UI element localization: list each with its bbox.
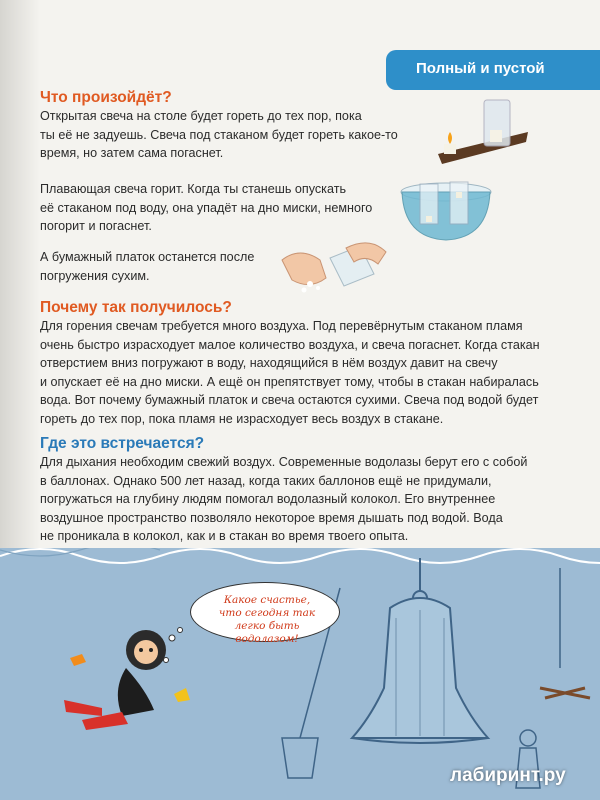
candles-on-board-illustration (430, 92, 530, 170)
heading-where-found: Где это встречается? (40, 435, 205, 452)
paragraph-floating-candle: Плавающая свеча горит. Когда ты станешь опускать её стаканом под воду, она упадёт на дно миски, немного погорит и погаснет. (40, 182, 373, 233)
watermark (450, 765, 566, 787)
section-tab (386, 50, 600, 90)
speech-bubble (190, 582, 340, 645)
section-tab-title: Полный и пустой (416, 60, 545, 77)
heading-why: Почему так получилось? (40, 299, 232, 316)
paragraph-paper-tissue: А бумажный платок останется после погружения сухим. (40, 250, 255, 283)
heading-what-happens: Что произойдёт? (40, 89, 172, 106)
watermark-text: лабиринт.ру (450, 765, 566, 786)
paragraph-candle-glass: Открытая свеча на столе будет гореть до тех пор, пока ты её не задуешь. Свеча под стаканом будет гореть какое-то время, но затем сама погаснет. (40, 109, 398, 160)
hands-glass-illustration (280, 238, 390, 296)
speech-bubble-text: Какое счастье, что сегодня так легко быть водолазом! (218, 594, 316, 645)
cartoon-diver-illustration (62, 620, 212, 730)
paragraph-diving-bell: Для дыхания необходим свежий воздух. Современные водолазы берут его с собой в баллонах. Однако 500 лет назад, когда таких баллонов ещё не придумали, погружаться на глубину людям помогал водолазный колокол. Его внутреннее воздушное пространство позволяло некоторое время дышать под водой. Вода не проникала в колокол, как и в стакан во время твоего опыта. (40, 455, 528, 543)
paragraph-explanation: Для горения свечам требуется много воздуха. Под перевёрнутым стаканом пламя очень быстро израсходует малое количество воздуха, и свеча погаснет. Когда стакан отверстием вниз погружают в воду, находящийся в нём воздух давит на свечу и опускает её на дно миски. А ещё он препятствует тому, чтобы в стакан набиралась вода. Вот почему бумажный платок и свеча остаются сухими. Свеча под водой будет гореть до тех пор, пока пламя не израсходует весь воздух в стакане. (40, 319, 540, 426)
water-bowl-illustration (398, 178, 494, 244)
